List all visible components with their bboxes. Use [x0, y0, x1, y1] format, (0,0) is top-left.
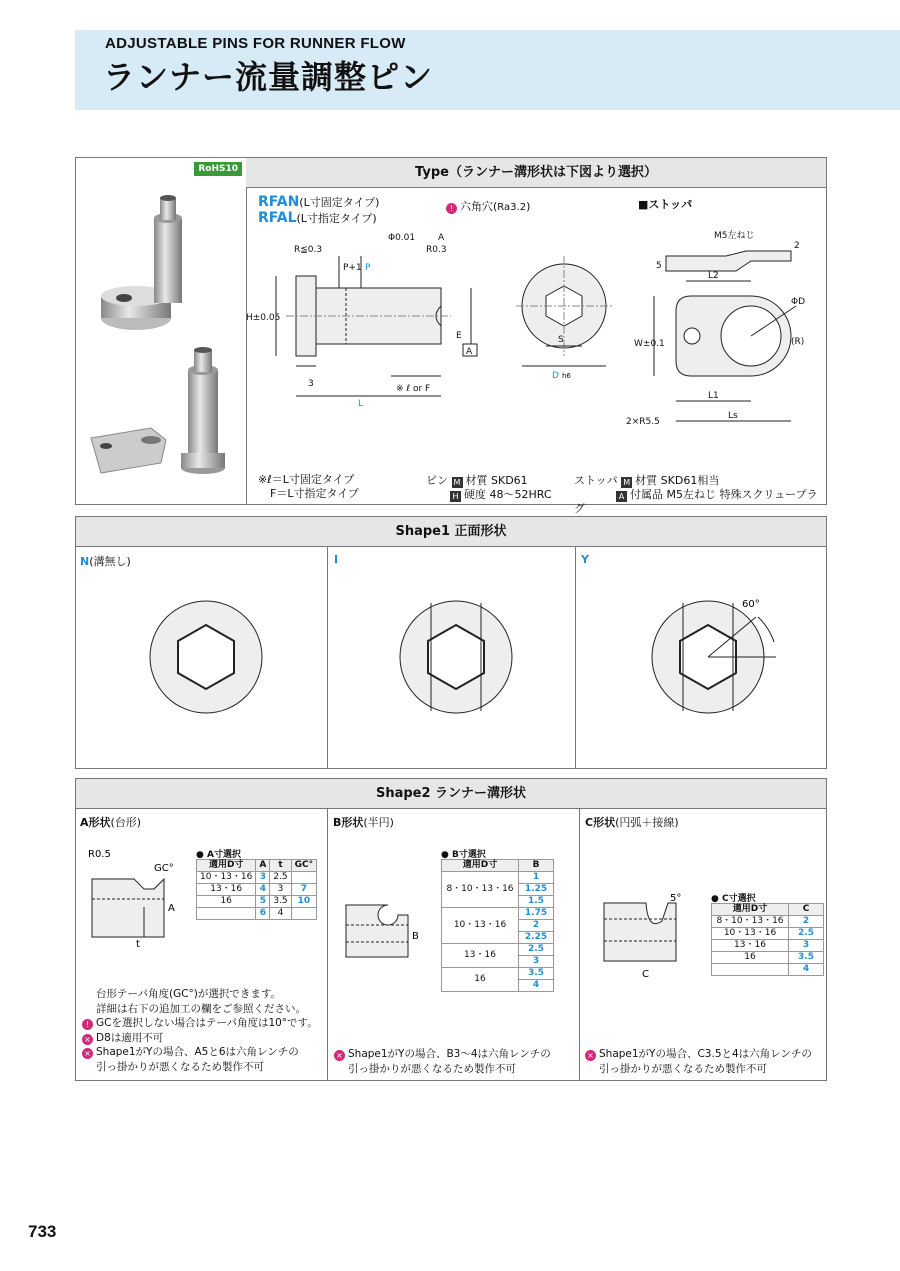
c-five: 5° — [670, 893, 682, 904]
note-f: F＝L寸指定タイプ — [270, 487, 359, 500]
dim-m5: M5左ねじ — [714, 231, 755, 241]
b-table-title: ● B寸選択 — [441, 850, 486, 860]
b-cell: 16 — [442, 968, 519, 992]
title-english: ADJUSTABLE PINS FOR RUNNER FLOW — [105, 35, 406, 52]
stopper-material-mark: M — [621, 477, 632, 488]
a-note-4: D8は適用不可 — [96, 1031, 164, 1044]
shape2-c-sub: (円弧＋接線) — [615, 816, 679, 829]
pin-material-label: 材質 — [465, 474, 488, 487]
c-note-2: 引っ掛かりが悪くなるため製作不可 — [599, 1062, 767, 1075]
shape2-c-title: C形状 — [585, 816, 616, 829]
a-note-2: 詳細は右下の追加工の欄をご参照ください。 — [96, 1002, 306, 1015]
stopper-title: ■ストッパ — [638, 198, 693, 211]
dim-s: S — [558, 335, 564, 345]
a-cell: 10・13・16 — [197, 872, 256, 884]
rfan-code: RFAN — [258, 194, 300, 210]
shape2-b-sub: (半円) — [363, 816, 394, 829]
b-note-2: 引っ掛かりが悪くなるため製作不可 — [348, 1062, 516, 1075]
dim-r-03: R0.3 — [426, 245, 447, 255]
product-photo — [76, 178, 244, 498]
b-note-1: Shape1がYの場合、B3〜4は六角レンチの — [348, 1048, 551, 1060]
dim-phid: ΦD — [791, 297, 806, 307]
dim-a: A — [466, 347, 473, 357]
c-cell: 4 — [789, 964, 824, 976]
b-b: B — [412, 931, 419, 942]
dim-p: P — [365, 263, 371, 273]
a-r05: R0.5 — [88, 849, 111, 860]
dim-l1: L1 — [708, 391, 719, 401]
prohibit-icon: × — [82, 1048, 93, 1059]
dim-h: H±0.05 — [246, 313, 281, 323]
stopper-acc: M5左ねじ 特殊スクリュープラグ — [574, 488, 818, 515]
b-cell: 2 — [519, 920, 554, 932]
shape2-b-title: B形状 — [333, 816, 364, 829]
dim-l-or-f: ※ ℓ or F — [396, 384, 431, 394]
c-table — [711, 903, 824, 976]
c-cell: 10・13・16 — [712, 928, 789, 940]
product-photo-cell — [76, 158, 247, 504]
a-cell: 5 — [256, 896, 270, 908]
b-cell: 1.75 — [519, 908, 554, 920]
hex-hole-label: 六角穴( — [460, 200, 498, 213]
pin-label: ピン — [426, 474, 448, 487]
shape1-i-drawing — [396, 597, 516, 717]
dim-r55: 2×R5.5 — [626, 417, 660, 427]
a-table-title: ● A寸選択 — [196, 850, 241, 860]
b-cell: 1.5 — [519, 896, 554, 908]
b-cell: 2.5 — [519, 944, 554, 956]
a-th-a: A — [256, 860, 270, 872]
b-cell: 4 — [519, 980, 554, 992]
dim-e: E — [456, 331, 462, 341]
a-cell: 3.5 — [270, 896, 291, 908]
shape2-a-drawing — [84, 849, 184, 949]
shape2-c-drawing — [596, 891, 696, 981]
dim-datum: A — [438, 233, 445, 243]
a-cell — [291, 872, 317, 884]
pin-technical-drawing — [246, 226, 826, 476]
a-th-t: t — [270, 860, 291, 872]
header-banner — [75, 30, 900, 110]
b-th-b: B — [519, 860, 554, 872]
prohibit-icon: × — [82, 1034, 93, 1045]
c-th-c: C — [789, 904, 824, 916]
c-cell: 3 — [789, 940, 824, 952]
accessory-mark: A — [616, 491, 627, 502]
stopper-acc-label: 付属品 — [630, 488, 663, 501]
rohs-badge: RoHS10 — [194, 162, 242, 176]
c-table-title: ● C寸選択 — [711, 894, 756, 904]
prohibit-icon: × — [585, 1050, 596, 1061]
a-cell — [197, 908, 256, 920]
a-th-d: 適用D寸 — [197, 860, 256, 872]
b-table — [441, 859, 554, 992]
shape1-i-code: I — [334, 553, 339, 566]
a-cell: 4 — [256, 884, 270, 896]
stopper-material: SKD61相当 — [660, 474, 720, 487]
shape1-section — [75, 516, 827, 769]
rfal-desc: (L寸指定タイプ) — [296, 212, 377, 225]
dim-d: D — [552, 371, 559, 381]
a-note-5: Shape1がYの場合、A5と6は六角レンチの — [96, 1046, 299, 1058]
a-a: A — [168, 903, 175, 914]
c-cell — [712, 964, 789, 976]
c-cell: 8・10・13・16 — [712, 916, 789, 928]
tip-icon: ! — [82, 1019, 93, 1030]
c-notes — [585, 1047, 812, 1076]
b-cell: 8・10・13・16 — [442, 872, 519, 908]
shape1-y-label — [581, 553, 589, 566]
c-c: C — [642, 969, 649, 980]
shape1-y-drawing — [646, 587, 796, 727]
a-note-3: GCを選択しない場合はテーパ角度は10°です。 — [96, 1017, 318, 1029]
pin-hardness: 48〜52HRC — [489, 488, 552, 501]
dim-p1: P+1 — [343, 263, 362, 273]
b-cell: 2.25 — [519, 932, 554, 944]
c-cell: 3.5 — [789, 952, 824, 964]
a-cell: 7 — [291, 884, 317, 896]
dim-r: (R) — [791, 337, 805, 347]
c-cell: 13・16 — [712, 940, 789, 952]
angle-60: 60° — [742, 599, 760, 610]
shape1-i-label — [334, 553, 338, 566]
dim-l: L — [358, 399, 364, 409]
shape2-b-label — [333, 814, 394, 830]
a-cell: 2.5 — [270, 872, 291, 884]
dim-ls: Ls — [728, 411, 738, 421]
shape2-a-sub: (台形) — [110, 816, 142, 829]
title-japanese: ランナー流量調整ピン — [103, 58, 434, 96]
shape2-c-label — [585, 814, 679, 830]
b-cell: 13・16 — [442, 944, 519, 968]
rfan-desc: (L寸固定タイプ) — [299, 196, 380, 209]
c-cell: 16 — [712, 952, 789, 964]
b-cell: 3 — [519, 956, 554, 968]
a-table — [196, 859, 317, 920]
dim-w: W±0.1 — [634, 339, 665, 349]
dim-l2: L2 — [708, 271, 719, 281]
a-gc: GC° — [154, 863, 174, 874]
type-section — [75, 157, 827, 515]
c-th-d: 適用D寸 — [712, 904, 789, 916]
dim-r03: R≦0.3 — [294, 245, 323, 255]
dim-d-sub: h6 — [562, 372, 571, 380]
a-cell: 10 — [291, 896, 317, 908]
pin-material: SKD61 — [491, 474, 528, 487]
type-title: Type（ランナー溝形状は下図より選択） — [246, 158, 826, 188]
prohibit-icon: × — [334, 1050, 345, 1061]
dim-three: 3 — [308, 379, 314, 389]
shape1-n-code: N — [80, 555, 90, 568]
shape2-b-drawing — [338, 897, 438, 977]
shape2-a-title: A形状 — [80, 816, 111, 829]
shape1-n-desc: (溝無し) — [89, 555, 131, 568]
a-note-1: 台形テーパ角度(GC°)が選択できます。 — [96, 988, 282, 1000]
pin-hardness-label: 硬度 — [464, 488, 486, 501]
dim-two: 2 — [794, 241, 800, 251]
note-l: ※ℓ＝L寸固定タイプ — [258, 473, 355, 486]
c-cell: 2 — [789, 916, 824, 928]
hardness-mark: H — [450, 491, 461, 502]
a-notes — [82, 987, 318, 1074]
b-cell: 3.5 — [519, 968, 554, 980]
stopper-label: ストッパ — [574, 474, 618, 487]
a-th-gc: GC° — [291, 860, 317, 872]
a-cell — [291, 908, 317, 920]
hex-hole-note: ! 六角穴(Ra3.2) — [446, 198, 530, 214]
shape1-n-drawing — [146, 597, 266, 717]
a-cell: 4 — [270, 908, 291, 920]
a-note-6: 引っ掛かりが悪くなるため製作不可 — [96, 1060, 264, 1073]
a-cell: 6 — [256, 908, 270, 920]
hex-finish: Ra3.2 — [497, 202, 527, 213]
tip-icon: ! — [446, 203, 457, 214]
shape2-a-label — [80, 814, 141, 830]
page-number: 733 — [28, 1222, 57, 1241]
a-cell: 16 — [197, 896, 256, 908]
c-note-1: Shape1がYの場合、C3.5と4は六角レンチの — [599, 1048, 812, 1060]
dim-flat: Φ0.01 — [388, 233, 416, 243]
a-t: t — [136, 939, 140, 949]
b-cell: 1.25 — [519, 884, 554, 896]
type-rfan — [258, 194, 379, 210]
b-th-d: 適用D寸 — [442, 860, 519, 872]
shape2-title: Shape2 ランナー溝形状 — [76, 779, 826, 809]
b-cell: 1 — [519, 872, 554, 884]
pin-spec — [426, 474, 552, 502]
material-mark: M — [452, 477, 463, 488]
shape1-title: Shape1 正面形状 — [76, 517, 826, 547]
b-cell: 10・13・16 — [442, 908, 519, 944]
dim-five: 5 — [656, 261, 662, 271]
stopper-spec — [574, 474, 826, 516]
shape2-section — [75, 778, 827, 1081]
shape1-n-label — [80, 553, 131, 569]
a-cell: 3 — [270, 884, 291, 896]
shape1-y-code: Y — [581, 553, 589, 566]
stopper-material-label: 材質 — [635, 474, 658, 487]
a-cell: 13・16 — [197, 884, 256, 896]
type-rfal — [258, 210, 377, 226]
a-cell: 3 — [256, 872, 270, 884]
rfal-code: RFAL — [258, 210, 297, 226]
c-cell: 2.5 — [789, 928, 824, 940]
b-notes — [334, 1047, 551, 1076]
